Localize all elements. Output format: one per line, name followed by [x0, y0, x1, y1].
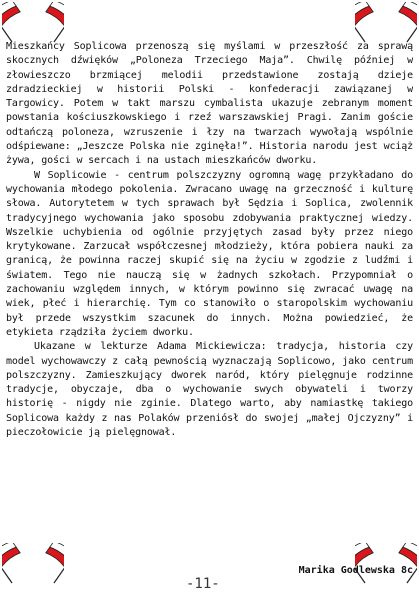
paragraph: W Soplicowie - centrum polszczyzny ogromną wagę przykładano do wychowania młodego pokolenia. Zwracano uwagę na grzeczność i kulturę słowa. Autorytetem w tych sprawach był Sędzia i Soplica, zwolennik tradycyjnego wychowania jako sposobu zdobywania praktycznej wiedzy. Wszelkie uchybienia od ogólnie przyjętych zasad były przez niego krytykowane. Zarzucał współczesnej młodzieży, która pobiera nauki za granicą, że powinna raczej skupić się na życiu w zgodzie z ludźmi i światem. Tego nie nauczą się w żadnych szkołach. Przypomniał o zachowaniu względem innych, w którym powinno się zwracać uwagę na wiek, płeć i hierarchię. Tym co stanowiło o staropolskim wychowaniu był przede wszystkim szacunek do innych. Można powiedzieć, że etykieta rządziła życiem dworku.	[6, 169, 413, 338]
article-body	[6, 40, 413, 440]
paragraph: Mieszkańcy Soplicowa przenoszą się myślami w przeszłość za sprawą skocznych dźwięków „Poloneza Trzeciego Maja”. Chwilę później w złowieszczo brzmiącej melodii przedstawione zostają dzieje zdradzieckiej w historii Polski - konfederacji zawiązanej w Targowicy. Potem w takt marszu cymbalista ukazuje zebranym moment powstania kościuszkowskiego i rzeź warszawskiej Pragi. Zanim goście odtańczą poloneza, wzruszenie i łzy na twarzach wywołają wspólnie odśpiewane: „Jeszcze Polska nie zginęła!”. Historia narodu jest wciąż żywa, gości w sercach i na ustach mieszkańców dworku.	[6, 41, 413, 167]
polish-flags-icon	[2, 2, 64, 44]
author-signature: Marika Godlewska 8c	[298, 565, 413, 576]
polish-flags-icon	[355, 2, 417, 44]
page-number: -11-	[186, 576, 220, 592]
polish-flags-icon	[355, 543, 417, 585]
polish-flags-icon	[2, 543, 64, 585]
paragraph: Ukazane w lekturze Adama Mickiewicza: tradycja, historia czy model wychowawczy z całą pewnością wyznaczają Soplicowo, jako centrum polszczyzny. Zamieszkujący dworek naród, który pielęgnuje rodzinne tradycje, obyczaje, dba o wychowanie swych obywateli i tworzy historię - nigdy nie zginie. Dlatego warto, aby namiastkę takiego Soplicowa każdy z nas Polaków przeniósł do swojej „małej Ojczyzny” i pieczołowicie ją pielęgnował.	[6, 341, 413, 439]
